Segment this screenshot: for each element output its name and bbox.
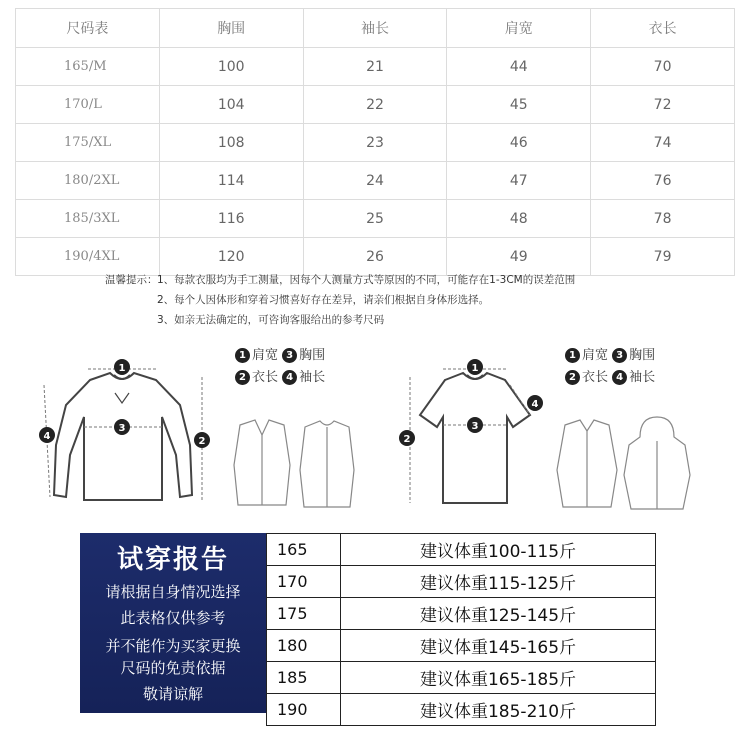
length-value: 76 xyxy=(591,162,735,200)
legend-chest: 胸围 xyxy=(299,348,326,363)
svg-text:1: 1 xyxy=(118,363,126,374)
size-chart-header-row xyxy=(16,9,735,48)
try-on-report xyxy=(80,533,656,722)
note-text: 2、每个人因体形和穿着习惯喜好存在差异，请亲们根据自身体形选择。 xyxy=(157,294,490,306)
chest-value: 114 xyxy=(159,162,303,200)
legend-sleeve: 袖长 xyxy=(299,370,326,385)
shoulder-value: 49 xyxy=(447,238,591,276)
size-chart-row xyxy=(16,86,735,124)
sleeve-value: 26 xyxy=(303,238,447,276)
note-line xyxy=(105,310,575,330)
note-line xyxy=(105,290,575,310)
number-3-icon: 3 xyxy=(612,348,627,363)
svg-text:1: 1 xyxy=(471,363,479,374)
length-value: 79 xyxy=(591,238,735,276)
height-value: 190 xyxy=(267,694,341,726)
sleeve-value: 24 xyxy=(303,162,447,200)
short-sleeve-shirt-icon xyxy=(395,345,565,515)
shoulder-value: 47 xyxy=(447,162,591,200)
sleeve-value: 25 xyxy=(303,200,447,238)
legend-shoulder: 肩宽 xyxy=(582,348,609,363)
size-chart-header: 衣长 xyxy=(591,9,735,48)
number-1-icon: 1 xyxy=(235,348,250,363)
size-label: 190/4XL xyxy=(16,238,160,276)
svg-text:4: 4 xyxy=(43,431,51,442)
height-value: 185 xyxy=(267,662,341,694)
recommendation-row xyxy=(267,694,656,726)
size-label: 175/XL xyxy=(16,124,160,162)
number-2-icon: 2 xyxy=(565,370,580,385)
weight-recommendation: 建议体重100-115斤 xyxy=(341,534,656,566)
size-chart-table xyxy=(15,8,735,276)
shoulder-value: 45 xyxy=(447,86,591,124)
measure-legend xyxy=(565,345,655,389)
number-3-icon: 3 xyxy=(282,348,297,363)
recommendation-row xyxy=(267,534,656,566)
number-2-icon: 2 xyxy=(235,370,250,385)
chest-value: 104 xyxy=(159,86,303,124)
legend-length: 衣长 xyxy=(582,370,609,385)
shoulder-value: 44 xyxy=(447,48,591,86)
height-value: 180 xyxy=(267,630,341,662)
size-chart-header: 肩宽 xyxy=(447,9,591,48)
report-panel xyxy=(80,533,266,713)
note-prefix: 温馨提示： xyxy=(105,274,158,286)
report-note: 并不能作为买家更换 xyxy=(105,637,241,655)
short-sleeve-diagram xyxy=(395,345,735,515)
report-note: 敬请谅解 xyxy=(142,685,203,703)
svg-text:3: 3 xyxy=(471,421,479,432)
report-note: 此表格仅供参考 xyxy=(120,609,226,627)
height-value: 165 xyxy=(267,534,341,566)
size-chart-header: 袖长 xyxy=(303,9,447,48)
svg-text:4: 4 xyxy=(531,399,539,410)
height-value: 170 xyxy=(267,566,341,598)
number-4-icon: 4 xyxy=(282,370,297,385)
size-label: 185/3XL xyxy=(16,200,160,238)
legend-sleeve: 袖长 xyxy=(629,370,656,385)
length-value: 72 xyxy=(591,86,735,124)
svg-text:2: 2 xyxy=(198,436,206,447)
measure-legend xyxy=(235,345,325,389)
weight-recommendation: 建议体重165-185斤 xyxy=(341,662,656,694)
chest-value: 100 xyxy=(159,48,303,86)
size-chart-row xyxy=(16,162,735,200)
note-text: 3、如亲无法确定的，可咨询客服给出的参考尺码 xyxy=(157,314,385,326)
sleeve-value: 22 xyxy=(303,86,447,124)
shoulder-value: 46 xyxy=(447,124,591,162)
size-chart-header: 尺码表 xyxy=(16,9,160,48)
chest-value: 108 xyxy=(159,124,303,162)
recommendation-row xyxy=(267,662,656,694)
size-label: 180/2XL xyxy=(16,162,160,200)
jacket-icons xyxy=(220,415,360,515)
note-line xyxy=(105,270,575,290)
size-label: 165/M xyxy=(16,48,160,86)
report-note: 尺码的免责依据 xyxy=(120,659,226,677)
shoulder-value: 48 xyxy=(447,200,591,238)
long-sleeve-shirt-icon xyxy=(30,345,220,515)
recommendation-table xyxy=(266,533,656,726)
warm-tips xyxy=(105,270,575,330)
hoodie-icons xyxy=(545,415,695,515)
number-4-icon: 4 xyxy=(612,370,627,385)
report-title: 试穿报告 xyxy=(116,545,229,575)
height-value: 175 xyxy=(267,598,341,630)
long-sleeve-diagram xyxy=(30,345,370,515)
legend-length: 衣长 xyxy=(252,370,279,385)
note-text: 1、每款衣服均为手工测量，因每个人测量方式等原因的不同，可能存在1-3CM的误差范围 xyxy=(157,274,576,286)
length-value: 74 xyxy=(591,124,735,162)
size-label: 170/L xyxy=(16,86,160,124)
svg-text:3: 3 xyxy=(118,423,126,434)
length-value: 70 xyxy=(591,48,735,86)
legend-chest: 胸围 xyxy=(629,348,656,363)
weight-recommendation: 建议体重185-210斤 xyxy=(341,694,656,726)
chest-value: 120 xyxy=(159,238,303,276)
svg-text:2: 2 xyxy=(403,434,411,445)
sleeve-value: 21 xyxy=(303,48,447,86)
weight-recommendation: 建议体重115-125斤 xyxy=(341,566,656,598)
size-chart-header: 胸围 xyxy=(159,9,303,48)
report-note: 请根据自身情况选择 xyxy=(105,583,241,601)
weight-recommendation: 建议体重145-165斤 xyxy=(341,630,656,662)
legend-shoulder: 肩宽 xyxy=(252,348,279,363)
size-chart-row xyxy=(16,48,735,86)
recommendation-row xyxy=(267,566,656,598)
size-chart-row xyxy=(16,200,735,238)
recommendation-row xyxy=(267,630,656,662)
weight-recommendation: 建议体重125-145斤 xyxy=(341,598,656,630)
size-chart-row xyxy=(16,124,735,162)
length-value: 78 xyxy=(591,200,735,238)
chest-value: 116 xyxy=(159,200,303,238)
recommendation-row xyxy=(267,598,656,630)
sleeve-value: 23 xyxy=(303,124,447,162)
number-1-icon: 1 xyxy=(565,348,580,363)
